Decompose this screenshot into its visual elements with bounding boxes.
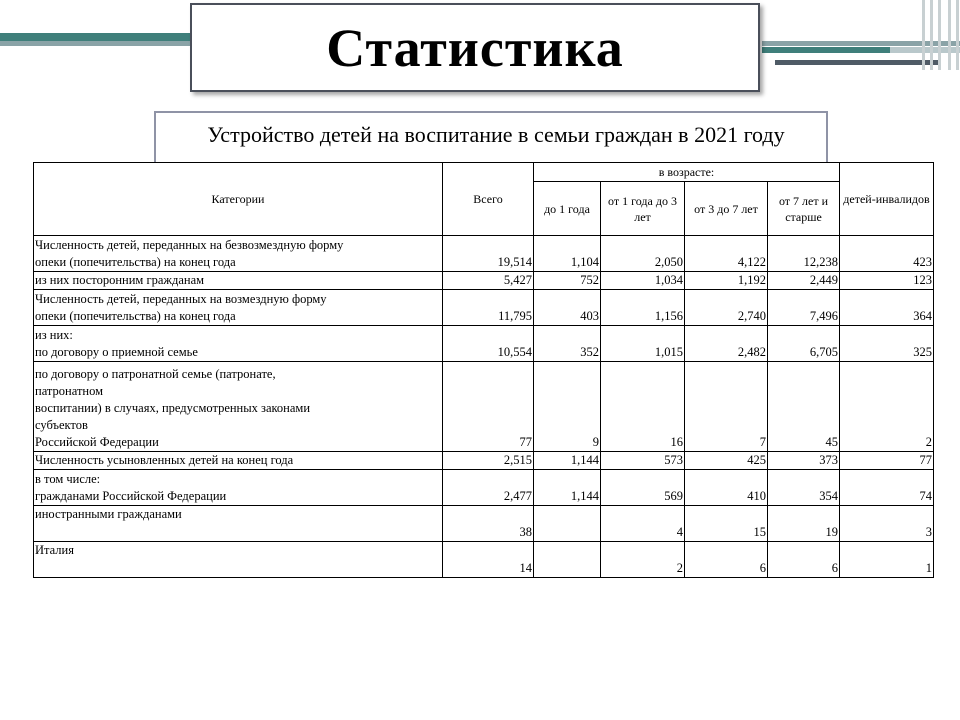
row-label-line: Российской Федерации — [35, 435, 159, 449]
row-value: 4 — [601, 506, 685, 542]
header-accent-bar-left-grey — [0, 41, 192, 46]
row-value: 2,050 — [601, 236, 685, 272]
row-label-line: опеки (попечительства) на конец года — [35, 255, 236, 269]
row-label-line: Численность детей, переданных на безвозмездную форму — [35, 238, 344, 252]
row-value: 45 — [768, 362, 840, 452]
row-value: 7 — [685, 362, 768, 452]
row-value: 6 — [685, 542, 768, 578]
row-value: 11,795 — [443, 290, 534, 326]
row-label-line: субъектов — [35, 418, 88, 432]
slide-title: Статистика — [326, 17, 624, 78]
slide-title-box — [190, 3, 760, 92]
row-value: 9 — [534, 362, 601, 452]
row-label — [34, 272, 443, 290]
row-value: 1,144 — [534, 470, 601, 506]
row-value: 2 — [601, 542, 685, 578]
row-value: 123 — [840, 272, 934, 290]
row-value: 423 — [840, 236, 934, 272]
row-value — [534, 542, 601, 578]
header-total: Всего — [443, 163, 534, 236]
row-label-line: иностранными гражданами — [35, 507, 182, 521]
row-value: 1 — [840, 542, 934, 578]
row-value: 1,015 — [601, 326, 685, 362]
header-under-1: до 1 года — [534, 182, 601, 236]
row-value: 10,554 — [443, 326, 534, 362]
row-value: 6,705 — [768, 326, 840, 362]
row-value: 16 — [601, 362, 685, 452]
row-value: 403 — [534, 290, 601, 326]
table-body — [34, 236, 934, 578]
row-value: 1,192 — [685, 272, 768, 290]
row-value: 5,427 — [443, 272, 534, 290]
row-value: 77 — [443, 362, 534, 452]
row-label — [34, 506, 443, 542]
row-value: 364 — [840, 290, 934, 326]
row-value: 74 — [840, 470, 934, 506]
row-value: 12,238 — [768, 236, 840, 272]
table-row — [34, 506, 934, 542]
row-label-line: из них посторонним гражданам — [35, 273, 205, 287]
row-label — [34, 290, 443, 326]
table-row — [34, 236, 934, 272]
header-accent-bar-right-dark — [775, 60, 940, 65]
row-value: 2,449 — [768, 272, 840, 290]
table-row — [34, 542, 934, 578]
row-value: 1,144 — [534, 452, 601, 470]
row-label-line: опеки (попечительства) на конец года — [35, 309, 236, 323]
header-vertical-lines — [918, 0, 960, 70]
header-age-group: в возрасте: — [534, 163, 840, 182]
row-value: 77 — [840, 452, 934, 470]
row-value: 1,156 — [601, 290, 685, 326]
row-label-line: Численность усыновленных детей на конец года — [35, 453, 294, 467]
row-value: 410 — [685, 470, 768, 506]
row-label — [34, 542, 443, 578]
row-label-line: по договору о приемной семье — [35, 345, 198, 359]
row-value: 2,515 — [443, 452, 534, 470]
statistics-table — [33, 162, 934, 578]
row-value: 2 — [840, 362, 934, 452]
header-3-to-7: от 3 до 7 лет — [685, 182, 768, 236]
row-label-line: в том числе: — [35, 472, 101, 486]
table-row — [34, 470, 934, 506]
table-row — [34, 326, 934, 362]
row-value: 352 — [534, 326, 601, 362]
row-value: 2,482 — [685, 326, 768, 362]
table-row — [34, 452, 934, 470]
row-value: 15 — [685, 506, 768, 542]
header-disabled: детей-инвалидов — [840, 163, 934, 236]
row-value: 1,034 — [601, 272, 685, 290]
table-row — [34, 362, 934, 452]
table-row — [34, 290, 934, 326]
row-value: 19,514 — [443, 236, 534, 272]
row-label — [34, 326, 443, 362]
row-value: 6 — [768, 542, 840, 578]
row-value: 14 — [443, 542, 534, 578]
row-label-line: Италия — [35, 543, 74, 557]
row-label-line: из них: — [35, 328, 73, 342]
row-label-line: по договору о патронатной семье (патронате, — [35, 367, 276, 381]
row-label-line: Численность детей, переданных на возмездную форму — [35, 292, 327, 306]
row-value: 3 — [840, 506, 934, 542]
row-label — [34, 470, 443, 506]
row-value: 325 — [840, 326, 934, 362]
row-value: 354 — [768, 470, 840, 506]
row-value: 19 — [768, 506, 840, 542]
row-label — [34, 362, 443, 452]
header-7-plus: от 7 лет и старше — [768, 182, 840, 236]
table-row — [34, 272, 934, 290]
row-value: 7,496 — [768, 290, 840, 326]
row-value: 1,104 — [534, 236, 601, 272]
row-value: 425 — [685, 452, 768, 470]
header-1-to-3: от 1 года до 3 лет — [601, 182, 685, 236]
slide-subtitle: Устройство детей на воспитание в семьи граждан в 2021 году — [207, 122, 785, 147]
row-value: 569 — [601, 470, 685, 506]
row-label-line: патронатном — [35, 384, 104, 398]
header-accent-bar-right — [762, 47, 890, 53]
row-value: 4,122 — [685, 236, 768, 272]
header-accent-bar-left — [0, 33, 192, 41]
row-value: 2,477 — [443, 470, 534, 506]
row-label — [34, 236, 443, 272]
row-value: 373 — [768, 452, 840, 470]
row-value: 38 — [443, 506, 534, 542]
row-value — [534, 506, 601, 542]
row-value: 2,740 — [685, 290, 768, 326]
row-value: 752 — [534, 272, 601, 290]
row-label-line: воспитании) в случаях, предусмотренных законами — [35, 401, 311, 415]
row-label-line: гражданами Российской Федерации — [35, 489, 227, 503]
row-value: 573 — [601, 452, 685, 470]
header-categories: Категории — [34, 163, 443, 236]
row-label — [34, 452, 443, 470]
